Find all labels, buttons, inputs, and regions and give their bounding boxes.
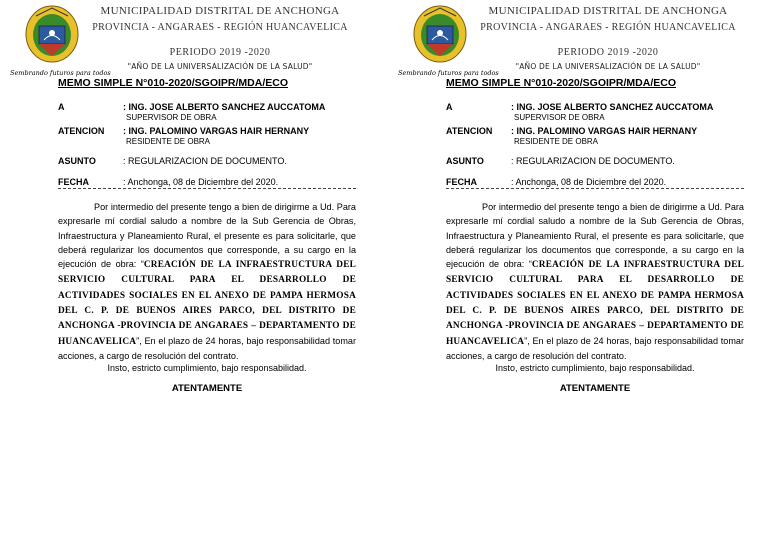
header-year-motto: "AÑO DE LA UNIVERSALIZACIÓN DE LA SALUD" <box>515 62 701 71</box>
crest-motto: Sembrando futuros para todos <box>10 69 111 77</box>
header-year-motto: "AÑO DE LA UNIVERSALIZACIÓN DE LA SALUD" <box>127 62 313 71</box>
header-province: PROVINCIA - ANGARAES - REGIÓN HUANCAVELICA <box>92 22 348 33</box>
memo-body <box>446 200 744 363</box>
field-asunto-value: : REGULARIZACION DE DOCUMENTO. <box>511 156 675 166</box>
body-outro: ”, En el plazo de 24 horas, bajo responsabilidad tomar acciones, a cargo de resolución del contrato. <box>58 335 356 361</box>
field-atencion-sub: RESIDENTE DE OBRA <box>126 137 211 146</box>
field-atencion-value: : ING. PALOMINO VARGAS HAIR HERNANY <box>123 126 310 136</box>
field-a-sub: SUPERVISOR DE OBRA <box>126 113 217 122</box>
body-project-name: CREACIÓN DE LA INFRAESTRUCTURA DEL SERVICIO CULTURAL PARA EL DESARROLLO DE ACTIVIDADES SOCIALES EN EL ANEXO DE PAMPA HERMOSA DEL C. P. DE BUENOS AIRES PARCO, DEL DISTRITO DE ANCHONGA -PROVINCIA DE ANGARAES – DEPARTAMENTO DE HUANCAVELICA <box>58 260 356 347</box>
field-asunto-label: ASUNTO <box>58 156 96 166</box>
field-atencion-sub: RESIDENTE DE OBRA <box>514 137 599 146</box>
memo-copy-right <box>398 0 744 543</box>
signoff: ATENTAMENTE <box>171 383 243 394</box>
field-fecha-value: : Anchonga, 08 de Diciembre del 2020. <box>511 177 667 187</box>
signoff: ATENTAMENTE <box>559 383 631 394</box>
body-outro: ”, En el plazo de 24 horas, bajo responsabilidad tomar acciones, a cargo de resolución del contrato. <box>446 335 744 361</box>
field-a-value: : ING. JOSE ALBERTO SANCHEZ AUCCATOMA <box>511 102 714 112</box>
header-period: PERIODO 2019 -2020 <box>169 47 271 58</box>
field-fecha-label: FECHA <box>58 177 89 187</box>
separator-line <box>446 188 744 189</box>
body-intro: Por intermedio del presente tengo a bien de dirigirme a Ud. Para expresarle mí cordial saludo a nombre de la Sub Gerencia de Obras, Infraestructura y Planeamiento Rural, el presente es para solicitarle, que deberá regularizar los documentos que corresponde, a su cargo en la ejecución de obra: “ <box>446 202 744 270</box>
field-atencion-value: : ING. PALOMINO VARGAS HAIR HERNANY <box>511 126 698 136</box>
crest-motto: Sembrando futuros para todos <box>398 69 499 77</box>
field-a-label: A <box>446 102 453 112</box>
memo-copy-left <box>10 0 356 543</box>
body-project-name: CREACIÓN DE LA INFRAESTRUCTURA DEL SERVICIO CULTURAL PARA EL DESARROLLO DE ACTIVIDADES SOCIALES EN EL ANEXO DE PAMPA HERMOSA DEL C. P. DE BUENOS AIRES PARCO, DEL DISTRITO DE ANCHONGA -PROVINCIA DE ANGARAES – DEPARTAMENTO DE HUANCAVELICA <box>446 260 744 347</box>
field-atencion-label: ATENCION <box>58 126 105 136</box>
closing-line: Insto, estricto cumplimiento, bajo responsabilidad. <box>107 363 307 373</box>
field-fecha-label: FECHA <box>446 177 477 187</box>
closing-line: Insto, estricto cumplimiento, bajo responsabilidad. <box>495 363 695 373</box>
field-atencion-label: ATENCION <box>446 126 493 136</box>
separator-line <box>58 188 356 189</box>
memo-body <box>58 200 356 363</box>
memo-title: MEMO SIMPLE N°010-2020/SGOIPR/MDA/ECO <box>446 77 677 89</box>
field-a-label: A <box>58 102 65 112</box>
field-asunto-value: : REGULARIZACION DE DOCUMENTO. <box>123 156 287 166</box>
field-a-sub: SUPERVISOR DE OBRA <box>514 113 605 122</box>
field-asunto-label: ASUNTO <box>446 156 484 166</box>
body-intro: Por intermedio del presente tengo a bien de dirigirme a Ud. Para expresarle mí cordial saludo a nombre de la Sub Gerencia de Obras, Infraestructura y Planeamiento Rural, el presente es para solicitarle, que deberá regularizar los documentos que corresponde, a su cargo en la ejecución de obra: “ <box>58 202 356 270</box>
header-province: PROVINCIA - ANGARAES - REGIÓN HUANCAVELICA <box>480 22 736 33</box>
header-municipality: MUNICIPALIDAD DISTRITAL DE ANCHONGA <box>488 5 728 17</box>
header-municipality: MUNICIPALIDAD DISTRITAL DE ANCHONGA <box>100 5 340 17</box>
memo-title: MEMO SIMPLE N°010-2020/SGOIPR/MDA/ECO <box>58 77 289 89</box>
field-fecha-value: : Anchonga, 08 de Diciembre del 2020. <box>123 177 279 187</box>
header-period: PERIODO 2019 -2020 <box>557 47 659 58</box>
field-a-value: : ING. JOSE ALBERTO SANCHEZ AUCCATOMA <box>123 102 326 112</box>
